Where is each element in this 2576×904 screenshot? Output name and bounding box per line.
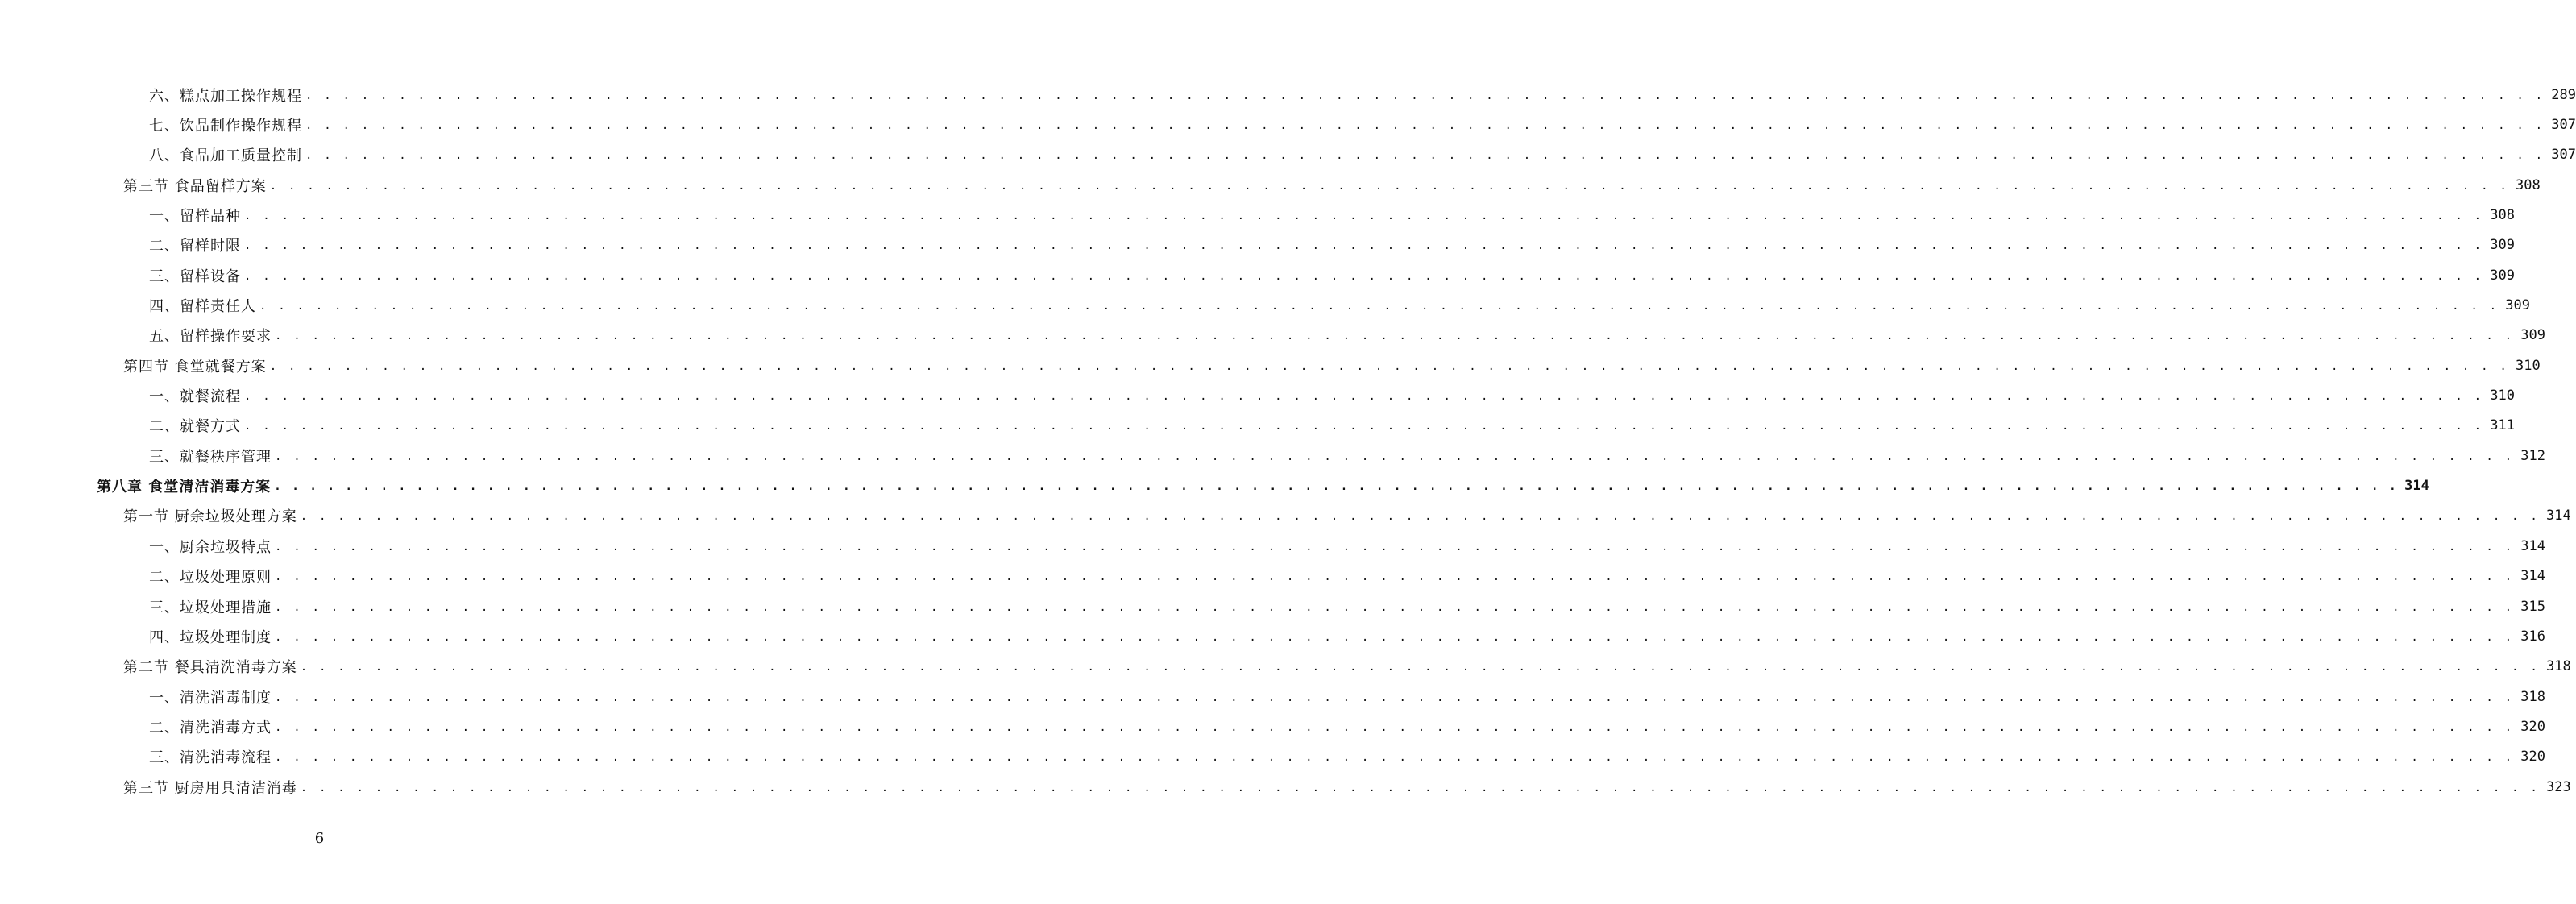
toc-dot-leader: . . . . . . . . . . . . . . . . . . . . . . . . . . . . . . . . . . . . . . . . . . . . . . . . . . . . . . . . . . . . . . . . . . . . . . . . . . . . . . . . . . . . . . . . . . . . . . . . . . . . . . . . . . . . . . . . . . . . . . . . xyxy=(275,450,2515,463)
toc-entry-page-number: 308 xyxy=(2490,207,2515,224)
toc-entry-item[interactable] xyxy=(0,80,2576,110)
toc-entry-page-number: 318 xyxy=(2520,688,2545,705)
toc-entry-title: 七、饮品制作操作规程 xyxy=(149,118,302,135)
toc-dot-leader: . . . . . . . . . . . . . . . . . . . . . . . . . . . . . . . . . . . . . . . . . . . . . . . . . . . . . . . . . . . . . . . . . . . . . . . . . . . . . . . . . . . . . . . . . . . . . . . . . . . . . . . . . . . . . . . . . . . . . . . . xyxy=(275,690,2515,704)
toc-dot-leader: . . . . . . . . . . . . . . . . . . . . . . . . . . . . . . . . . . . . . . . . . . . . . . . . . . . . . . . . . . . . . . . . . . . . . . . . . . . . . . . . . . . . . . . . . . . . . . . . . . . . . . . . . . . . . . . . . . . . . . . . xyxy=(244,209,2484,223)
toc-entry-title: 四、垃圾处理制度 xyxy=(149,628,272,646)
toc-entry-item[interactable] xyxy=(0,682,2545,711)
toc-entry-section[interactable] xyxy=(0,350,2541,380)
toc-entry-page-number: 289 xyxy=(2551,86,2576,103)
toc-entry-page-number: 310 xyxy=(2516,357,2541,374)
toc-entry-title: 二、就餐方式 xyxy=(149,418,241,436)
toc-dot-leader: . . . . . . . . . . . . . . . . . . . . . . . . . . . . . . . . . . . . . . . . . . . . . . . . . . . . . . . . . . . . . . . . . . . . . . . . . . . . . . . . . . . . . . . . . . . . . . . . . . . . . . . . . . . . . . . . . . . . . . . . xyxy=(275,720,2515,734)
toc-entry-title: 三、垃圾处理措施 xyxy=(149,599,272,616)
toc-dot-leader: . . . . . . . . . . . . . . . . . . . . . . . . . . . . . . . . . . . . . . . . . . . . . . . . . . . . . . . . . . . . . . . . . . . . . . . . . . . . . . . . . . . . . . . . . . . . . . . . . . . . . . . . . . . . . . . . . . . . . . . . xyxy=(244,390,2484,404)
toc-entry-title: 六、糕点加工操作规程 xyxy=(149,87,302,105)
toc-entry-page-number: 307 xyxy=(2551,147,2576,164)
toc-entry-item[interactable] xyxy=(0,711,2545,741)
toc-entry-section[interactable] xyxy=(0,652,2571,682)
toc-entry-item[interactable] xyxy=(0,621,2545,651)
toc-entry-item[interactable] xyxy=(0,742,2545,772)
toc-entry-page-number: 309 xyxy=(2490,267,2515,284)
toc-dot-leader: . . . . . . . . . . . . . . . . . . . . . . . . . . . . . . . . . . . . . . . . . . . . . . . . . . . . . . . . . . . . . . . . . . . . . . . . . . . . . . . . . . . . . . . . . . . . . . . . . . . . . . . . . . . . . . . . . . . . . . . . xyxy=(300,661,2540,674)
toc-entry-title: 五、留样操作要求 xyxy=(149,328,272,346)
toc-entry-page-number: 323 xyxy=(2546,778,2571,795)
toc-entry-title: 三、清洗消毒流程 xyxy=(149,749,272,767)
toc-entry-title: 第三节 厨房用具清洁消毒 xyxy=(123,779,297,797)
toc-dot-leader: . . . . . . . . . . . . . . . . . . . . . . . . . . . . . . . . . . . . . . . . . . . . . . . . . . . . . . . . . . . . . . . . . . . . . . . . . . . . . . . . . . . . . . . . . . . . . . . . . . . . . . . . . . . . . . . . . . . . . . . . xyxy=(275,600,2515,614)
toc-entry-item[interactable] xyxy=(0,562,2545,591)
toc-entry-page-number: 320 xyxy=(2520,718,2545,735)
toc-entry-item[interactable] xyxy=(0,110,2576,139)
toc-entry-item[interactable] xyxy=(0,380,2515,410)
toc-entry-page-number: 308 xyxy=(2516,176,2541,193)
toc-entry-section[interactable] xyxy=(0,772,2571,802)
toc-dot-leader: . . . . . . . . . . . . . . . . . . . . . . . . . . . . . . . . . . . . . . . . . . . . . . . . . . . . . . . . . . . . . . . . . . . . . . . . . . . . . . . . . . . . . . . . . . . . . . . . . . . . . . . . . . . . . . . . . . . . . . . . xyxy=(244,239,2484,253)
toc-entry-title: 二、清洗消毒方式 xyxy=(149,719,272,736)
toc-entry-title: 第三节 食品留样方案 xyxy=(123,177,267,195)
toc-entry-section[interactable] xyxy=(0,170,2541,200)
toc-entry-item[interactable] xyxy=(0,290,2530,320)
toc-entry-page-number: 318 xyxy=(2546,658,2571,675)
toc-dot-leader: . . . . . . . . . . . . . . . . . . . . . . . . . . . . . . . . . . . . . . . . . . . . . . . . . . . . . . . . . . . . . . . . . . . . . . . . . . . . . . . . . . . . . . . . . . . . . . . . . . . . . . . . . . . . . . . . . . . . . . . . xyxy=(275,330,2515,343)
toc-entry-page-number: 316 xyxy=(2520,628,2545,645)
toc-entry-item[interactable] xyxy=(0,260,2515,290)
toc-dot-leader: . . . . . . . . . . . . . . . . . . . . . . . . . . . . . . . . . . . . . . . . . . . . . . . . . . . . . . . . . . . . . . . . . . . . . . . . . . . . . . . . . . . . . . . . . . . . . . . . . . . . . . . . . . . . . . . . . . . . . . . . xyxy=(305,149,2545,163)
toc-dot-leader: . . . . . . . . . . . . . . . . . . . . . . . . . . . . . . . . . . . . . . . . . . . . . . . . . . . . . . . . . . . . . . . . . . . . . . . . . . . . . . . . . . . . . . . . . . . . . . . . . . . . . . . . . . . . . . . . . . . . . . . . xyxy=(274,480,2399,494)
toc-entry-title: 一、留样品种 xyxy=(149,208,241,226)
toc-entry-item[interactable] xyxy=(0,591,2545,621)
toc-entry-title: 一、就餐流程 xyxy=(149,388,241,406)
toc-dot-leader: . . . . . . . . . . . . . . . . . . . . . . . . . . . . . . . . . . . . . . . . . . . . . . . . . . . . . . . . . . . . . . . . . . . . . . . . . . . . . . . . . . . . . . . . . . . . . . . . . . . . . . . . . . . . . . . . . . . . . . . . xyxy=(275,630,2515,644)
toc-entry-title: 三、留样设备 xyxy=(149,267,241,285)
toc-entry-page-number: 314 xyxy=(2520,568,2545,585)
toc-dot-leader: . . . . . . . . . . . . . . . . . . . . . . . . . . . . . . . . . . . . . . . . . . . . . . . . . . . . . . . . . . . . . . . . . . . . . . . . . . . . . . . . . . . . . . . . . . . . . . . . . . . . . . . . . . . . . . . . . . . . . . . . xyxy=(244,420,2484,433)
toc-entry-page-number: 312 xyxy=(2520,447,2545,464)
toc-entry-page-number: 320 xyxy=(2520,748,2545,765)
toc-entry-page-number: 309 xyxy=(2520,327,2545,344)
toc-entry-page-number: 310 xyxy=(2490,388,2515,404)
toc-dot-leader: . . . . . . . . . . . . . . . . . . . . . . . . . . . . . . . . . . . . . . . . . . . . . . . . . . . . . . . . . . . . . . . . . . . . . . . . . . . . . . . . . . . . . . . . . . . . . . . . . . . . . . . . . . . . . . . . . . . . . . . . xyxy=(300,510,2540,524)
toc-dot-leader: . . . . . . . . . . . . . . . . . . . . . . . . . . . . . . . . . . . . . . . . . . . . . . . . . . . . . . . . . . . . . . . . . . . . . . . . . . . . . . . . . . . . . . . . . . . . . . . . . . . . . . . . . . . . . . . . . . . . . . . . xyxy=(259,300,2499,313)
table-of-contents xyxy=(0,80,2576,802)
toc-entry-item[interactable] xyxy=(0,531,2545,561)
toc-entry-page-number: 314 xyxy=(2404,478,2429,495)
toc-entry-page-number: 315 xyxy=(2520,598,2545,615)
toc-entry-title: 第一节 厨余垃圾处理方案 xyxy=(123,508,297,526)
toc-entry-page-number: 309 xyxy=(2505,297,2530,314)
toc-entry-item[interactable] xyxy=(0,200,2515,230)
toc-entry-item[interactable] xyxy=(0,411,2515,441)
toc-dot-leader: . . . . . . . . . . . . . . . . . . . . . . . . . . . . . . . . . . . . . . . . . . . . . . . . . . . . . . . . . . . . . . . . . . . . . . . . . . . . . . . . . . . . . . . . . . . . . . . . . . . . . . . . . . . . . . . . . . . . . . . . xyxy=(305,89,2545,102)
toc-dot-leader: . . . . . . . . . . . . . . . . . . . . . . . . . . . . . . . . . . . . . . . . . . . . . . . . . . . . . . . . . . . . . . . . . . . . . . . . . . . . . . . . . . . . . . . . . . . . . . . . . . . . . . . . . . . . . . . . . . . . . . . . xyxy=(269,359,2509,373)
toc-dot-leader: . . . . . . . . . . . . . . . . . . . . . . . . . . . . . . . . . . . . . . . . . . . . . . . . . . . . . . . . . . . . . . . . . . . . . . . . . . . . . . . . . . . . . . . . . . . . . . . . . . . . . . . . . . . . . . . . . . . . . . . . xyxy=(275,570,2515,584)
toc-entry-page-number: 314 xyxy=(2520,537,2545,554)
toc-entry-title: 第八章 食堂清洁消毒方案 xyxy=(97,479,272,496)
toc-dot-leader: . . . . . . . . . . . . . . . . . . . . . . . . . . . . . . . . . . . . . . . . . . . . . . . . . . . . . . . . . . . . . . . . . . . . . . . . . . . . . . . . . . . . . . . . . . . . . . . . . . . . . . . . . . . . . . . . . . . . . . . . xyxy=(269,179,2509,193)
toc-entry-section[interactable] xyxy=(0,501,2571,531)
toc-entry-page-number: 307 xyxy=(2551,117,2576,134)
toc-entry-title: 第四节 食堂就餐方案 xyxy=(123,358,267,375)
toc-entry-title: 第二节 餐具清洗消毒方案 xyxy=(123,659,297,677)
toc-entry-item[interactable] xyxy=(0,140,2576,170)
toc-entry-title: 八、食品加工质量控制 xyxy=(149,147,302,165)
toc-entry-chapter[interactable] xyxy=(0,471,2429,500)
toc-entry-title: 三、就餐秩序管理 xyxy=(149,448,272,466)
toc-entry-title: 四、留样责任人 xyxy=(149,298,256,316)
toc-entry-page-number: 311 xyxy=(2490,417,2515,434)
toc-dot-leader: . . . . . . . . . . . . . . . . . . . . . . . . . . . . . . . . . . . . . . . . . . . . . . . . . . . . . . . . . . . . . . . . . . . . . . . . . . . . . . . . . . . . . . . . . . . . . . . . . . . . . . . . . . . . . . . . . . . . . . . . xyxy=(244,269,2484,283)
toc-dot-leader: . . . . . . . . . . . . . . . . . . . . . . . . . . . . . . . . . . . . . . . . . . . . . . . . . . . . . . . . . . . . . . . . . . . . . . . . . . . . . . . . . . . . . . . . . . . . . . . . . . . . . . . . . . . . . . . . . . . . . . . . xyxy=(275,751,2515,765)
toc-entry-item[interactable] xyxy=(0,321,2545,350)
toc-entry-item[interactable] xyxy=(0,230,2515,260)
toc-entry-title: 一、厨余垃圾特点 xyxy=(149,538,272,556)
toc-entry-page-number: 314 xyxy=(2546,508,2571,525)
toc-entry-page-number: 309 xyxy=(2490,237,2515,254)
toc-dot-leader: . . . . . . . . . . . . . . . . . . . . . . . . . . . . . . . . . . . . . . . . . . . . . . . . . . . . . . . . . . . . . . . . . . . . . . . . . . . . . . . . . . . . . . . . . . . . . . . . . . . . . . . . . . . . . . . . . . . . . . . . xyxy=(275,540,2515,554)
toc-entry-title: 一、清洗消毒制度 xyxy=(149,689,272,707)
toc-entry-item[interactable] xyxy=(0,441,2545,471)
toc-dot-leader: . . . . . . . . . . . . . . . . . . . . . . . . . . . . . . . . . . . . . . . . . . . . . . . . . . . . . . . . . . . . . . . . . . . . . . . . . . . . . . . . . . . . . . . . . . . . . . . . . . . . . . . . . . . . . . . . . . . . . . . . xyxy=(305,119,2545,133)
toc-entry-title: 二、垃圾处理原则 xyxy=(149,569,272,587)
toc-dot-leader: . . . . . . . . . . . . . . . . . . . . . . . . . . . . . . . . . . . . . . . . . . . . . . . . . . . . . . . . . . . . . . . . . . . . . . . . . . . . . . . . . . . . . . . . . . . . . . . . . . . . . . . . . . . . . . . . . . . . . . . . xyxy=(300,781,2540,794)
toc-entry-title: 二、留样时限 xyxy=(149,238,241,255)
page-number: 6 xyxy=(314,830,325,847)
